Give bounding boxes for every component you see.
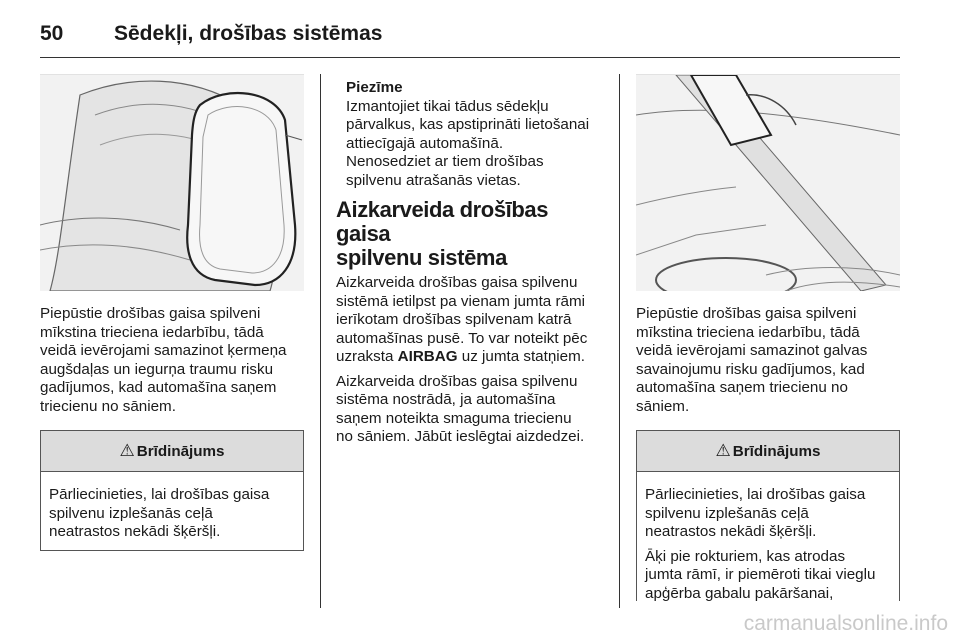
left-paragraph-line: triecienu no sāniem. (40, 397, 176, 415)
curtain-airbag-illustration (636, 74, 900, 291)
right-column (636, 74, 900, 601)
left-paragraph-line: Piepūstie drošības gaisa spilveni (40, 305, 261, 322)
warning-triangle-icon: ⚠ (119, 441, 135, 460)
heading-line: spilvenu sistēma (336, 245, 507, 270)
para2-line: saņem noteikta smaguma triecienu (336, 409, 572, 427)
curtain-airbag-icon (636, 75, 900, 291)
note-body (336, 98, 606, 191)
para2-line: Aizkarveida drošības gaisa spilvenu (336, 372, 578, 390)
left-paragraph-line: mīkstina trieciena iedarbību, tādā (40, 323, 264, 341)
para2-line: sistēma nostrādā, ja automašīna (336, 391, 556, 408)
column-divider-2 (619, 74, 620, 608)
para1-line: Aizkarveida drošības gaisa spilvenu (336, 274, 578, 291)
airbag-label: AIRBAG (397, 348, 458, 365)
warning-header (637, 431, 899, 472)
warning-title: Brīdinājums (136, 442, 225, 460)
note-line: Nenosedziet ar tiem drošības (346, 153, 544, 170)
note-line: spilvenu atrašanās vietas. (346, 171, 521, 189)
curtain-paragraph-2 (336, 373, 606, 447)
warning-line: Pārliecinieties, lai drošības gaisa (645, 486, 866, 503)
curtain-airbag-heading (336, 198, 606, 270)
para1-suffix: uz jumta statņiem. (457, 348, 585, 365)
page-header (40, 14, 382, 54)
left-paragraph-line: augšdaļas un iegurņa traumu risku (40, 360, 274, 378)
note-line: Izmantojiet tikai tādus sēdekļu (346, 97, 549, 115)
para1-line: sistēmā ietilpst pa vienam jumta rāmi (336, 292, 585, 310)
curtain-paragraph-1 (336, 274, 606, 367)
warning-title: Brīdinājums (732, 442, 821, 460)
warning-body (41, 472, 303, 550)
left-column (40, 74, 304, 551)
warning-line: neatrastos nekādi šķēršļi. (645, 523, 817, 540)
seat-side-airbag-icon (40, 75, 304, 291)
note-line: pārvalkus, kas apstiprināti lietošanai (346, 116, 590, 133)
page-number: 50 (40, 22, 64, 45)
left-paragraph (40, 305, 304, 416)
right-paragraph-line: Piepūstie drošības gaisa spilveni (636, 305, 857, 322)
right-paragraph-line: automašīna saņem triecienu no (636, 379, 848, 396)
note-line: attiecīgajā automašīnā. (346, 134, 504, 152)
warning-line: apģērba gabalu pakāršanai, (645, 584, 834, 602)
warning-line: Āķi pie rokturiem, kas atrodas (645, 547, 846, 565)
warning-line: Pārliecinieties, lai drošības gaisa (49, 486, 270, 503)
warning-line: spilvenu izplešanās ceļā (645, 504, 809, 522)
middle-column (336, 79, 606, 447)
warning-line: jumta rāmī, ir piemēroti tikai vieglu (645, 566, 876, 583)
section-title: Sēdekļi, drošības sistēmas (114, 22, 383, 45)
para1-line: ierīkotam drošības spilvenam katrā (336, 311, 572, 328)
warning-box-right (636, 430, 900, 601)
warning-triangle-icon: ⚠ (715, 441, 731, 460)
right-paragraph-line: sāniem. (636, 397, 690, 415)
right-paragraph-line: mīkstina trieciena iedarbību, tādā (636, 323, 860, 341)
right-paragraph-line: savainojumu risku gadījumos, kad (636, 360, 865, 378)
warning-header (41, 431, 303, 472)
right-paragraph (636, 305, 900, 416)
heading-line: Aizkarveida drošības gaisa (336, 197, 549, 246)
watermark: carmanualsonline.info (743, 612, 948, 635)
column-divider-1 (320, 74, 321, 608)
left-paragraph-line: gadījumos, kad automašīna saņem (40, 379, 277, 396)
note-title: Piezīme (346, 79, 403, 96)
header-rule (40, 57, 900, 58)
warning-body (637, 472, 899, 611)
right-paragraph-line: veidā ievērojami samazinot galvas (636, 342, 868, 359)
left-paragraph-line: veidā ievērojami samazinot ķermeņa (40, 342, 287, 359)
para1-last-line (336, 348, 606, 367)
para1-line: automašīnas pusē. To var noteikt pēc (336, 329, 588, 347)
para2-line: no sāniem. Jābūt ieslēgtai aizdedzei. (336, 428, 585, 445)
seat-side-airbag-illustration (40, 74, 304, 291)
warning-box-left (40, 430, 304, 551)
para1-prefix: uzraksta (336, 348, 398, 365)
warning-line: neatrastos nekādi šķēršļi. (49, 523, 221, 540)
warning-line: spilvenu izplešanās ceļā (49, 504, 213, 522)
